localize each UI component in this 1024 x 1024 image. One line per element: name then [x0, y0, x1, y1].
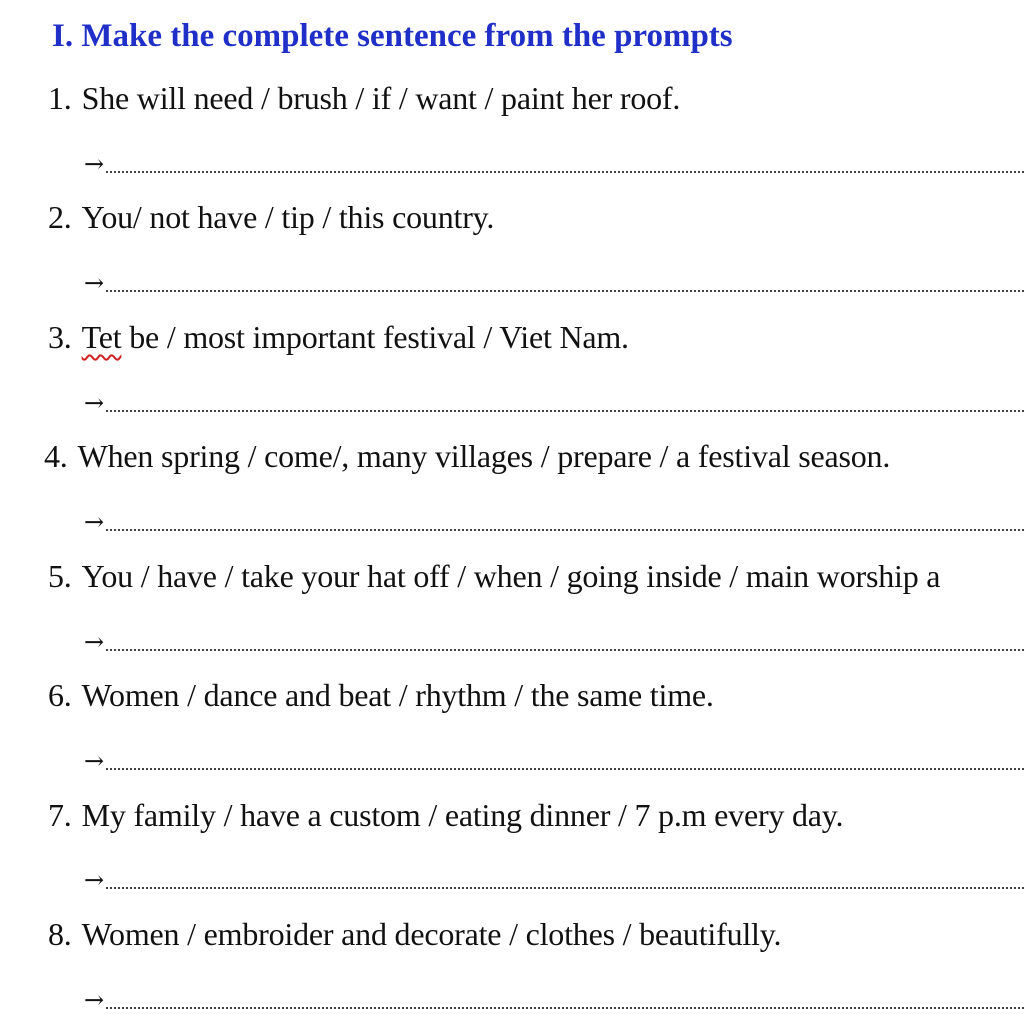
prompt-text: Women / embroider and decorate / clothes / beautifully. — [81, 916, 782, 952]
prompt-text: Women / dance and beat / rhythm / the same time. — [81, 677, 714, 713]
prompt-item — [48, 319, 629, 356]
prompt-text: When spring / come/, many villages / prepare / a festival season. — [77, 438, 891, 474]
dotted-answer-blank[interactable] — [106, 529, 1024, 531]
dotted-answer-blank[interactable] — [106, 887, 1024, 889]
arrow-icon: → — [84, 269, 105, 297]
arrow-icon: → — [84, 866, 105, 894]
item-number: 5. — [48, 558, 72, 594]
item-number: 2. — [48, 199, 72, 235]
answer-line[interactable] — [84, 265, 1024, 295]
prompt-item — [48, 797, 843, 834]
prompt-item — [48, 677, 714, 714]
dotted-answer-blank[interactable] — [106, 290, 1024, 292]
item-number: 1. — [48, 80, 72, 116]
item-number: 6. — [48, 677, 72, 713]
arrow-icon: → — [84, 389, 105, 417]
arrow-icon: → — [84, 986, 105, 1014]
arrow-icon: → — [84, 508, 105, 536]
answer-line[interactable] — [84, 862, 1024, 892]
prompt-text: You / have / take your hat off / when / going inside / main worship a — [81, 558, 941, 594]
item-number: 3. — [48, 319, 72, 355]
item-number: 7. — [48, 797, 72, 833]
prompt-text: be / most important festival / Viet Nam. — [121, 319, 629, 355]
item-number: 4. — [44, 438, 68, 474]
dotted-answer-blank[interactable] — [106, 649, 1024, 651]
answer-line[interactable] — [84, 385, 1024, 415]
answer-line[interactable] — [84, 146, 1024, 176]
page-top-edge — [0, 0, 1024, 4]
prompt-text: You/ not have / tip / this country. — [81, 199, 495, 235]
section-heading: I. Make the complete sentence from the prompts — [52, 18, 733, 54]
item-number: 8. — [48, 916, 72, 952]
arrow-icon: → — [84, 747, 105, 775]
prompt-item — [48, 199, 494, 236]
dotted-answer-blank[interactable] — [106, 171, 1024, 173]
dotted-answer-blank[interactable] — [106, 410, 1024, 412]
prompt-item — [48, 80, 680, 117]
arrow-icon: → — [84, 150, 105, 178]
spellcheck-flagged-word: Tet — [81, 319, 122, 355]
answer-line[interactable] — [84, 504, 1024, 534]
answer-line[interactable] — [84, 743, 1024, 773]
dotted-answer-blank[interactable] — [106, 1007, 1024, 1009]
dotted-answer-blank[interactable] — [106, 768, 1024, 770]
prompt-item — [48, 558, 940, 595]
prompt-text: She will need / brush / if / want / paint her roof. — [81, 80, 681, 116]
prompt-item — [48, 916, 781, 953]
answer-line[interactable] — [84, 982, 1024, 1012]
arrow-icon: → — [84, 628, 105, 656]
answer-line[interactable] — [84, 624, 1024, 654]
prompt-item — [44, 438, 890, 475]
prompt-text: My family / have a custom / eating dinner / 7 p.m every day. — [81, 797, 844, 833]
